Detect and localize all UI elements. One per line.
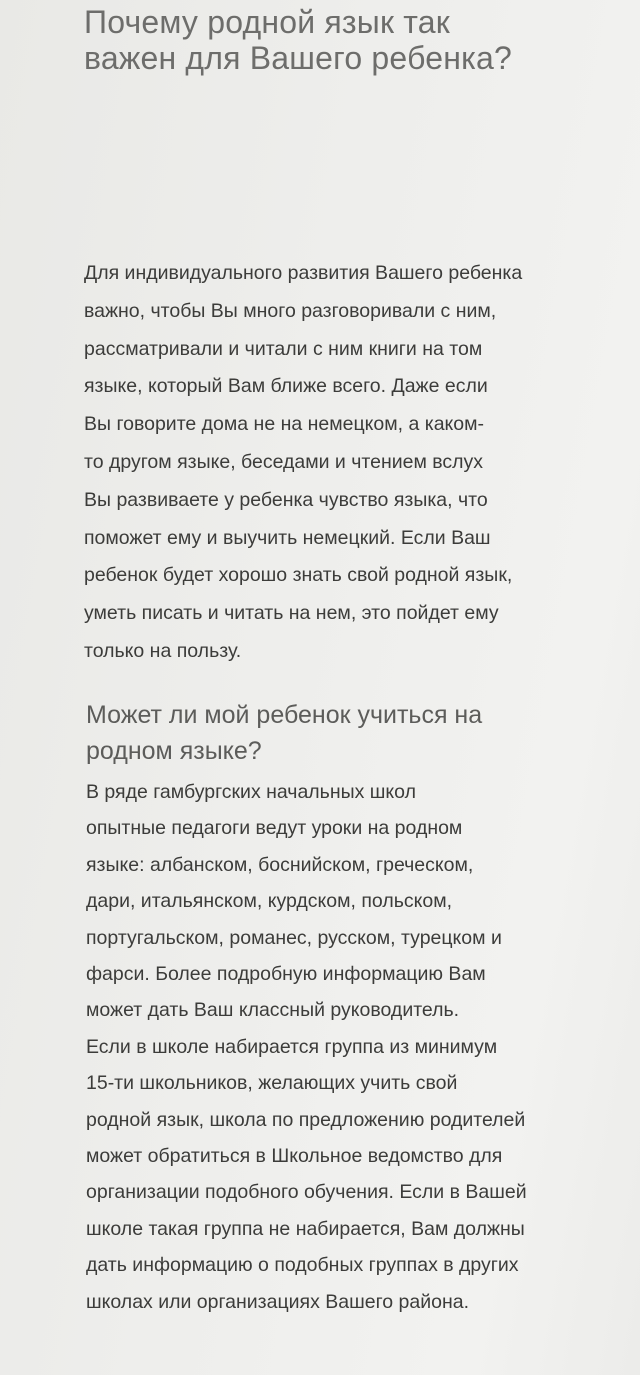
title-line: Почему родной язык так xyxy=(84,4,450,40)
text-line: языке, который Вам ближе всего. Даже если xyxy=(84,375,488,398)
paragraph-native-language-importance xyxy=(84,255,522,671)
text-line: опытные педагоги ведут уроки на родном xyxy=(86,817,463,840)
text-line: школах или организациях Вашего района. xyxy=(86,1290,469,1313)
text-line: важно, чтобы Вы много разговоривали с ним, xyxy=(84,299,497,322)
text-line: португальском, романес, русском, турецком и xyxy=(86,926,502,949)
subheading-line: Может ли мой ребенок учиться на xyxy=(86,701,483,729)
paragraph-native-language-classes xyxy=(86,774,527,1320)
text-line: родной язык, школа по предложению родителей xyxy=(86,1108,526,1131)
text-line: дать информацию о подобных группах в других xyxy=(86,1254,519,1277)
text-line: то другом языке, беседами и чтением вслух xyxy=(84,450,484,473)
text-line: организации подобного обучения. Если в Вашей xyxy=(86,1181,527,1204)
text-line: 15-ти школьников, желающих учить свой xyxy=(86,1072,458,1095)
text-line: поможет ему и выучить немецкий. Если Ваш xyxy=(84,526,491,549)
text-line: В ряде гамбургских начальных школ xyxy=(86,781,416,803)
text-line: Для индивидуального развития Вашего ребенка xyxy=(84,262,523,284)
text-line: фарси. Более подробную информацию Вам xyxy=(86,963,486,986)
text-line: Если в школе набирается группа из минимум xyxy=(86,1035,498,1058)
subheading-line: родном языке? xyxy=(86,737,262,765)
text-line: языке: албанском, боснийском, греческом, xyxy=(86,853,474,876)
text-line: дари, итальянском, курдском, польском, xyxy=(86,890,453,913)
text-line: может обратиться в Школьное ведомство для xyxy=(86,1145,503,1168)
text-line: только на пользу. xyxy=(84,639,242,662)
text-line: может дать Ваш классный руководитель. xyxy=(86,999,460,1022)
text-line: Вы развиваете у ребенка чувство языка, что xyxy=(84,488,488,511)
text-line: школе такая группа не набирается, Вам должны xyxy=(86,1217,525,1240)
text-line: уметь писать и читать на нем, это пойдет ему xyxy=(84,602,499,625)
text-line: рассматривали и читали с ним книги на том xyxy=(84,337,483,360)
section-heading xyxy=(86,697,482,769)
text-line: Вы говорите дома не на немецком, а каком- xyxy=(84,413,485,436)
page-title xyxy=(84,4,624,76)
text-line: ребенок будет хорошо знать свой родной язык, xyxy=(84,564,513,587)
title-line: важен для Вашего ребенка? xyxy=(84,40,512,76)
